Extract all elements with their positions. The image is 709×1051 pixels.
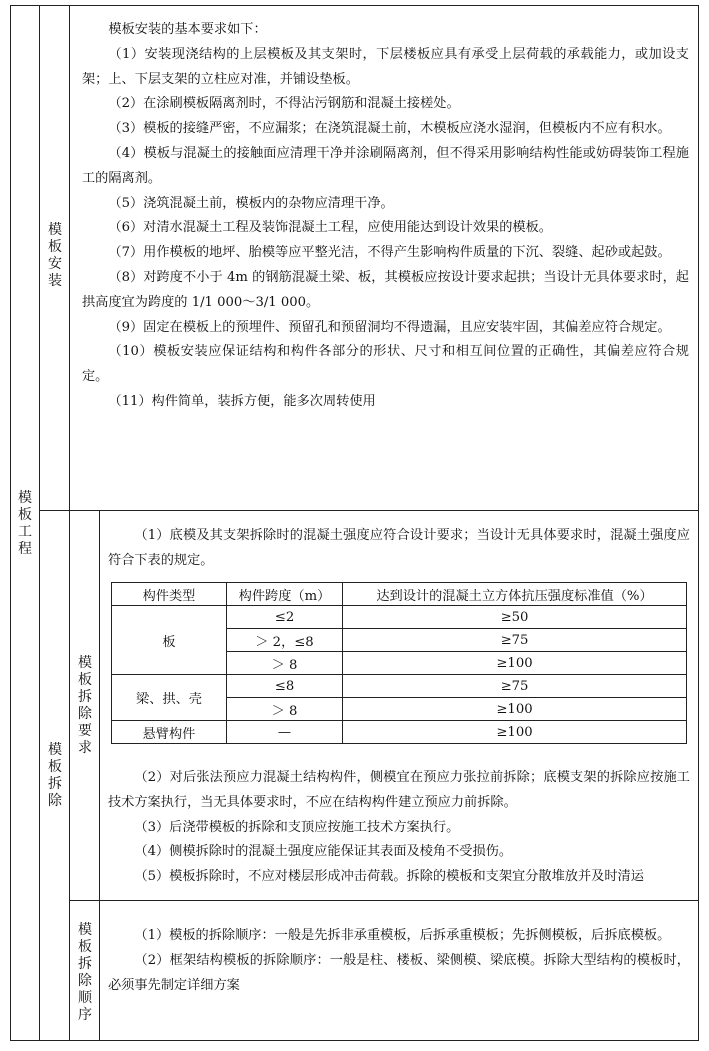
- divider: [69, 900, 699, 901]
- removal-content: [108, 766, 690, 890]
- section-label-removal-requirements: 模板拆除要求: [78, 655, 92, 756]
- table-header: 达到设计的混凝土立方体抗压强度标准值（%）: [343, 583, 687, 606]
- table-cell: 悬臂构件: [112, 721, 227, 744]
- order-para: （2）框架结构模板的拆除顺序：一般是柱、楼板、梁侧模、梁底模。拆除大型结构的模板时，必须事先制定详细方案: [108, 952, 690, 993]
- strength-table: [111, 582, 687, 744]
- divider: [69, 5, 70, 1041]
- install-para: （3）模板的接缝严密，不应漏浆；在浇筑混凝土前，木模板应浇水湿润，但模板内不应有积水。: [108, 121, 671, 137]
- table-cell: 板: [112, 606, 227, 675]
- table-cell: ≤8: [227, 675, 343, 698]
- removal-para: （3）后浇带模板的拆除和支顶应按施工技术方案执行。: [134, 819, 460, 835]
- install-para: （5）浇筑混凝土前，模板内的杂物应清理干净。: [108, 195, 394, 211]
- removal-intro: [108, 524, 690, 574]
- removal-para: （4）侧模拆除时的混凝土强度应能保证其表面及棱角不受损伤。: [134, 844, 513, 860]
- order-para: （1）模板的拆除顺序：一般是先拆非承重模板，后拆承重模板；先拆侧模板，后拆底模板。: [134, 928, 671, 943]
- install-para: （6）对清水混凝土工程及装饰混凝土工程，应使用能达到设计效果的模板。: [108, 220, 552, 236]
- table-cell: ＞ 8: [227, 652, 343, 675]
- table-row: [112, 675, 687, 698]
- removal-para: （5）模板拆除时，不应对楼层形成冲击荷载。拆除的模板和支架宜分散堆放并及时清运: [134, 869, 644, 885]
- table-cell: ≥100: [343, 698, 687, 721]
- install-para: （1）安装现浇结构的上层模板及其支架时，下层楼板应具有承受上层荷载的承载能力，或加设支架；上、下层支架的立柱应对准，并铺设垫板。: [82, 46, 689, 87]
- table-cell: ≥75: [343, 629, 687, 652]
- install-para: （4）模板与混凝土的接触面应清理干净并涂刷隔离剂，但不得采用影响结构性能或妨碍装饰工程施工的隔离剂。: [82, 145, 689, 186]
- section-label-removal-order: 模板拆除顺序: [78, 922, 92, 1023]
- table-cell: ≥50: [343, 606, 687, 629]
- install-para: （10）模板安装应保证结构和构件各部分的形状、尺寸和相互间位置的正确性，其偏差应符合规定。: [82, 344, 689, 385]
- table-row: [112, 606, 687, 629]
- divider: [39, 510, 699, 511]
- removal-order-content: [108, 924, 690, 998]
- section-label-removal: 模板拆除: [48, 742, 62, 809]
- table-cell: ≥100: [343, 652, 687, 675]
- install-para: （7）用作模板的地坪、胎模等应平整光洁，不得产生影响构件质量的下沉、裂缝、起砂或起鼓。: [108, 245, 671, 261]
- table-cell: ≤2: [227, 606, 343, 629]
- section-label-formwork: 模板工程: [18, 490, 32, 557]
- install-para: （2）在涂刷模板隔离剂时，不得沾污钢筋和混凝土接槎处。: [108, 96, 460, 112]
- removal-para: （2）对后张法预应力混凝土结构构件，侧模宜在预应力张拉前拆除；底模支架的拆除应按施工技术方案执行，当无具体要求时，不应在结构构件建立预应力前拆除。: [108, 770, 690, 810]
- install-para: （11）构件简单，装拆方便，能多次周转使用: [108, 393, 376, 409]
- removal-para: （1）底模及其支架拆除时的混凝土强度应符合设计要求；当设计无具体要求时，混凝土强度应符合下表的规定。: [108, 528, 690, 568]
- table-cell: ＞ 8: [227, 698, 343, 721]
- table-header: 构件跨度（m）: [227, 583, 343, 606]
- divider: [39, 5, 40, 1041]
- install-para: （8）对跨度不小于 4m 的钢筋混凝土梁、板，其模板应按设计要求起拱；当设计无具体要求时，起拱高度宜为跨度的 1/1 000～3/1 000。: [82, 269, 689, 310]
- table-cell: 梁、拱、壳: [112, 675, 227, 721]
- section-label-install: 模板安装: [48, 222, 62, 289]
- table-cell: ＞ 2，≤8: [227, 629, 343, 652]
- install-para: 模板安装的基本要求如下：: [108, 22, 267, 37]
- table-cell: ≥75: [343, 675, 687, 698]
- table-header: 构件类型: [112, 583, 227, 606]
- install-para: （9）固定在模板上的预埋件、预留孔和预留洞均不得遗漏，且应安装牢固，其偏差应符合规定。: [108, 319, 671, 335]
- table-cell: ≥100: [343, 721, 687, 744]
- table-cell: —: [227, 721, 343, 744]
- table-header-row: [112, 583, 687, 606]
- table-row: [112, 721, 687, 744]
- divider: [99, 510, 100, 1041]
- install-content: [82, 18, 689, 415]
